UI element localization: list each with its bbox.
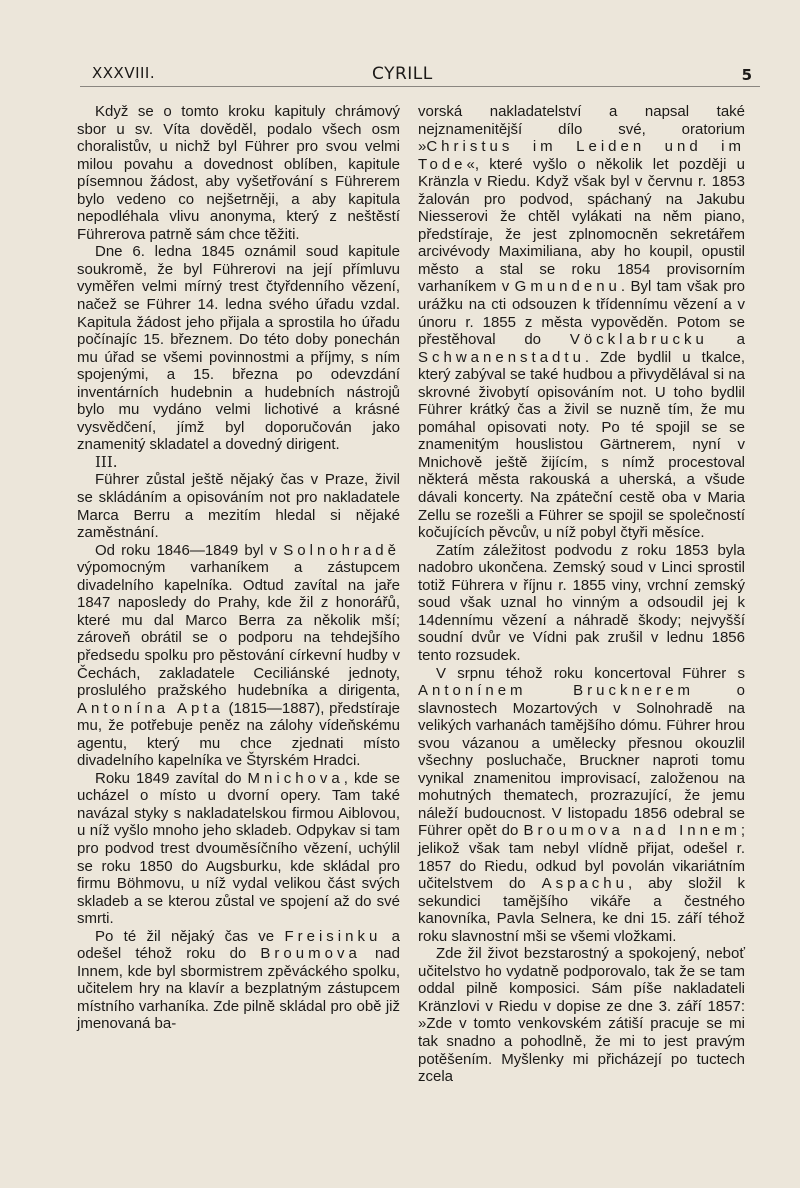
spaced-place-name: Solnohradě [283, 541, 400, 559]
paragraph [418, 665, 745, 946]
paragraph: Když se o tomto kroku kapituly chrámový sbor u sv. Víta dověděl, podalo všech osm choralistův, u nichž byl Führer pro svou velmi milou povahu a dovednost oblíben, kapitule písemnou žádost, aby vyšetřování s Führerem bylo vedeno co nejšetrněji, a aby kapitula nepodléhala vlivu anonyma, který z neštěstí Führerova patrně sám chce těžiti. [77, 103, 400, 243]
section-heading: III. [95, 452, 118, 471]
text: výpomocným varhaníkem a zástupcem divadelního kapelníka. Odtud zavítal na jaře 1847 naposledy do Prahy, kde žil z honorářů, které mu dal Marco Berra za několik mší; zároveň obrátil se o podporu na tehdejšího předsedu spolku pro pěstování církevní hudby v Čechách, zakladatele Ceciliánské jednoty, proslulého pražského hudebníka a dirigenta, [77, 559, 400, 700]
volume-number: XXXVIII. [92, 64, 156, 82]
spaced-person-name: Antonína Apta [77, 699, 224, 717]
text: o slavnostech Mozartových v Solnohradě na velikých varhanách tamějšího dómu. Führer hrou svou vázanou a umělecky přesnou okouzlil všechny posluchače, Bruckner naproti tomu vynikal znamenitou improvisací, založenou na mohutných thematech, prozrazující, že jemu náleží budoucnost. V listopadu 1856 odebral se Führer opět do [418, 682, 745, 840]
paragraph: Führer zůstal ještě nějaký čas v Praze, živil se skládáním a opisováním not pro nakladatele Marca Berru a mezitím hledal si nějaké zaměstnání. [77, 471, 400, 542]
spaced-place-name: Broumova [260, 945, 361, 963]
paragraph: Zde žil život bezstarostný a spokojený, neboť učitelstvo ho vydatně podporovalo, tak že se tam oddal pilně komposici. Sám píše nakladateli Kränzlovi v Riedu v dopise ze dne 3. září 1857: »Zde v tomto venkovském zátiší pracuje se mi tak snadno a pohodlně, že mi to jest pravým potěšením. Myšlenky mi přicházejí po tuctech zcela [418, 945, 745, 1086]
journal-title: CYRILL [372, 64, 433, 84]
text: . Byl tam však pro urážku na cti odsouzen k třídennímu vězení a v únoru r. 1855 z města vypověděn. Potom se přestěhoval do [418, 278, 745, 349]
paragraph [77, 770, 400, 928]
text: a [707, 331, 745, 349]
spaced-place-name: Aspachu [541, 875, 628, 893]
spaced-place-name: Vöcklabrucku [569, 331, 708, 349]
spaced-place-name: Mnichova [247, 769, 344, 787]
page-number: 5 [741, 66, 752, 84]
text: Po té žil nějaký čas ve [95, 927, 285, 945]
spaced-place-name: Schwanenstadtu [418, 348, 585, 366]
text: vorská nakladatelství a napsal také nejznamenitější dílo své, oratorium » [418, 103, 745, 156]
text: ; jelikož však tam nebyl vlídně přijat, odešel r. 1857 do Riedu, odkud byl povolán vikariátním učitelstvem do [418, 822, 745, 893]
spaced-person-name: Antonínem Brucknerem [418, 682, 695, 700]
right-column [418, 103, 745, 1086]
spaced-place-name: Broumova nad Innem [523, 822, 741, 840]
left-column [77, 103, 400, 1033]
text: a odešel téhož roku do [77, 927, 400, 963]
paragraph: Dne 6. ledna 1845 oznámil soud kapitule soukromě, že byl Führerovi na její přímluvu vyměřen velmi mírný trest čtyřdenního vězení, načež se Führer 14. ledna svého úřadu vzdal. Kapitula žádost jeho přijala a sprostila ho úřadu počínajíc 15. březnem. Do této doby ponechán mu úřad se všemi povinnostmi a příjmy, s ním spojenými, a 15. března po odevzdání inventárních hudebnin a hudebních nástrojů bylo mu vydáno velmi lichotivé a krásné vysvědčení, jímž byl doporučován jako znamenitý skladatel a dovedný dirigent. [77, 243, 400, 454]
text: V srpnu téhož roku koncertoval Führer s [436, 664, 745, 682]
paragraph: Zatím záležitost podvodu z roku 1853 byla nadobro ukončena. Zemský soud v Linci sprostil totiž Führera v říjnu r. 1855 viny, vrchní zemský soud však uznal ho vinným a odsoudil jej k 14dennímu vězení a náhradě škody; nejvyšší soudní dvůr ve Vídni pak zrušil v lednu 1856 tento rozsudek. [418, 541, 745, 664]
header-rule [80, 86, 760, 87]
spaced-work-title: Christus im Leiden und im Tode [418, 138, 745, 173]
text: . Zde bydlil u tkalce, který zabýval se také hudbou a přivydělával si na skrovné živobytí opisováním not. U toho bydlil Führer krátký čas a živil se nuzně tím, že mu pomáhal opisovati noty. Po té spojil se se znamenitým houslistou Gärtnerem, nyní v Mnichově ještě žijícím, s nímž procestoval některá města rakouská a uherská, a všude dávali koncerty. Na zpáteční cestě oba v Maria Zellu se rozešli a Führer se spojil se společností kočujících pěvcův, u níž pobyl čtyři měsíce. [418, 348, 745, 542]
paragraph [77, 928, 400, 1033]
text: (1815—1887), předstíraje mu, že potřebuje peněz na zálohy vídeňskému agentu, který mu chce zjednati místo divadelního kapelníka ve Štyrském Hradci. [77, 699, 400, 770]
text: Roku 1849 zavítal do [95, 769, 248, 787]
running-header [92, 62, 760, 86]
paragraph [77, 542, 400, 770]
spaced-place-name: Gmundenu [514, 278, 621, 296]
spaced-place-name: Freisinku [284, 927, 382, 945]
text: Od roku 1846—1849 byl v [95, 541, 284, 559]
paragraph [418, 103, 745, 542]
text: nad Innem, kde byl sbormistrem zpěváckého spolku, učitelem hry na klavír a bezplatným zástupcem místního varhaníka. Zde pilně skládal pro obě již jmenovaná ba- [77, 945, 400, 1033]
text: , aby složil k sekundici tamějšího vikáře a čestného kanovníka, Pavla Selnera, ke dni 15. září téhož roku slavnostní mši se všemi vložkami. [418, 875, 745, 945]
text: , kde se ucházel o místo u dvorní opery. Tam také navázal styky s nakladatelskou firmou Aiblovou, u níž vyšlo mnoho jeho skladeb. Odpykav si tam pro podvod trest dvouměsíčního vězení, uchýlil se roku 1850 do Augsburku, kde skládal pro firmu Böhmovu, u níž vydal velikou část svých skladeb a se kterou zůstal ve spojení až do své smrti. [77, 769, 401, 928]
text: «, které vyšlo o několik let později u Kränzla v Riedu. Když však byl v červnu r. 1853 žalován pro podvod, spáchaný na Jakubu Niesserovi že chtěl vylákati na něm piano, předstíraje, že jest zplnomocněn sekretářem arcivévody Maximiliana, aby ho koupil, opustil město a stal se roku 1854 provisorním varhaníkem v [418, 155, 745, 296]
